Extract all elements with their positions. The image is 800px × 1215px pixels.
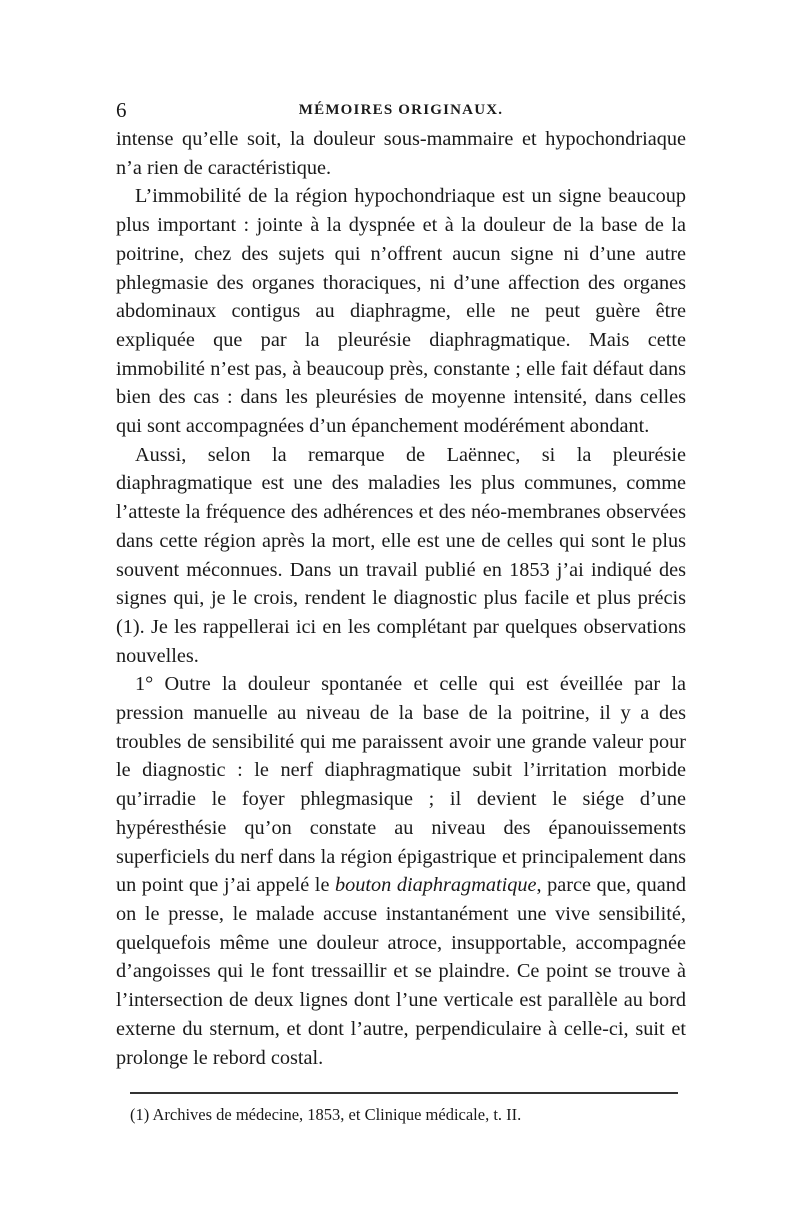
page-number: 6: [116, 98, 127, 122]
running-head: MÉMOIRES ORIGINAUX.: [298, 102, 504, 118]
footnote: (1) Archives de médecine, 1853, et Clinique médicale, t. II.: [130, 1105, 522, 1124]
paragraph-first-sign-text-start: 1° Outre la douleur spontanée et celle qui est éveillée par la pression manuelle au niveau de la base de la poitrine, il y a des troubles de sensibilité qui me paraissent avoir une grande valeur pour le diagnostic : le nerf diaphragmatique subit l’irritation morbide qu’irradie le foyer phlegmasique ; il devient le siége d’une hypéresthésie qu’on constate au niveau des épanouissements superficiels du nerf dans la région épigastrique et principalement dans un point que j’ai appelé le: [116, 673, 686, 897]
page-header: [116, 98, 686, 122]
footnote-divider: [130, 1092, 678, 1094]
bouton-diaphragmatique-term: bouton diaphragmatique: [334, 874, 537, 897]
body-text: [116, 125, 686, 1072]
paragraph-continuation: intense qu’elle soit, la douleur sous-mammaire et hypochondriaque n’a rien de caractéristique.: [116, 128, 686, 179]
paragraph-first-sign-text-end: , parce que, quand on le presse, le malade accuse instantanément une vive sensibilité, quelquefois même une douleur atroce, insupportable, accompagnée d’angoisses qui le font tressaillir et se plaindre. Ce point se trouve à l’intersection de deux lignes dont l’une verticale est parallèle au bord externe du sternum, et dont l’autre, perpendiculaire à celle-ci, suit et prolonge le rebord costal.: [116, 874, 686, 1069]
paragraph-first-sign: [116, 670, 686, 1072]
paragraph-laennec: Aussi, selon la remarque de Laënnec, si la pleurésie diaphragmatique est une des maladies les plus communes, comme l’atteste la fréquence des adhérences et des néo-membranes observées dans cette région après la mort, elle est une de celles qui sont le plus souvent méconnues. Dans un travail publié en 1853 j’ai indiqué des signes qui, je le crois, rendent le diagnostic plus facile et plus précis (1). Je les rappellerai ici en les complétant par quelques observations nouvelles.: [116, 443, 686, 667]
paragraph-immobility: L’immobilité de la région hypochondriaque est un signe beaucoup plus important : jointe à la dyspnée et à la douleur de la base de la poitrine, chez des sujets qui n’offrent aucun signe ni d’une autre phlegmasie des organes thoraciques, ni d’une affection des organes abdominaux contigus au diaphragme, elle ne peut guère être expliquée que par la pleurésie diaphragmatique. Mais cette immobilité n’est pas, à beaucoup près, constante ; elle fait défaut dans bien des cas : dans les pleurésies de moyenne intensité, dans celles qui sont accompagnées d’un épanchement modérément abondant.: [116, 185, 686, 438]
